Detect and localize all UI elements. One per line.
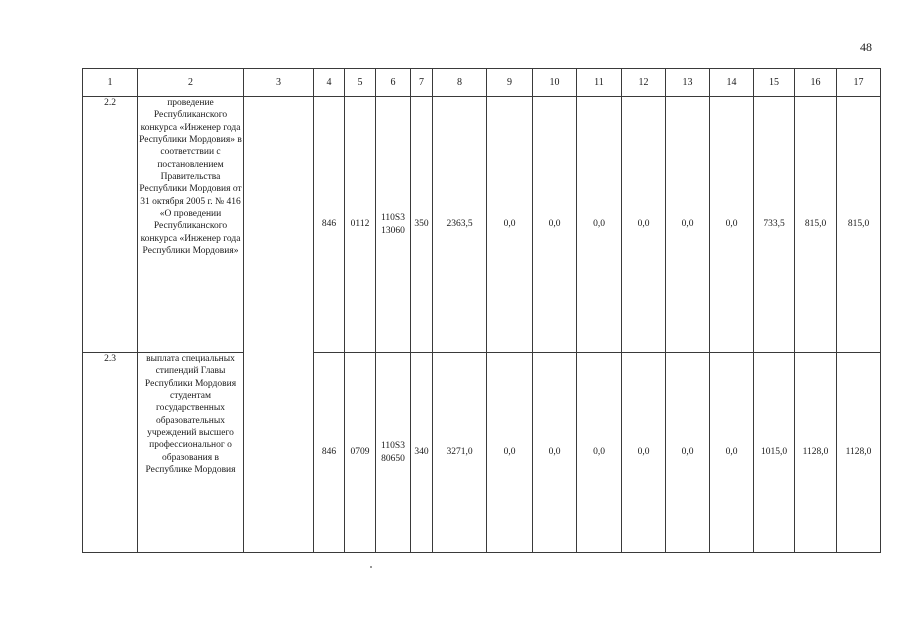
scan-speck — [370, 566, 372, 568]
header-cell: 8 — [433, 69, 487, 97]
cell-col4: 846 — [314, 353, 345, 553]
header-cell: 11 — [577, 69, 622, 97]
cell-col5: 0709 — [345, 353, 376, 553]
cell-col9: 0,0 — [487, 353, 533, 553]
cell-col14: 0,0 — [710, 97, 754, 353]
cell-col15: 1015,0 — [754, 353, 795, 553]
cell-col15: 733,5 — [754, 97, 795, 353]
cell-col17: 815,0 — [837, 97, 881, 353]
cell-col8: 2363,5 — [433, 97, 487, 353]
page-number: 48 — [860, 40, 872, 54]
cell-col11: 0,0 — [577, 353, 622, 553]
row-number: 2.2 — [83, 97, 138, 353]
header-cell: 1 — [83, 69, 138, 97]
cell-col6: 110S3 80650 — [376, 353, 411, 553]
header-cell: 7 — [411, 69, 433, 97]
row-description: проведение Республиканского конкурса «Инженер года Республики Мордовия» в соответствии с постановлением Правительства Республики Мордовия от 31 октября 2005 г. № 416 «О проведении Республиканского конкурса «Инженер года Республики Мордовия» — [138, 97, 244, 353]
header-cell: 5 — [345, 69, 376, 97]
table-header-row — [83, 69, 881, 97]
cell-col13: 0,0 — [666, 97, 710, 353]
cell-col11: 0,0 — [577, 97, 622, 353]
header-cell: 2 — [138, 69, 244, 97]
header-cell: 3 — [244, 69, 314, 97]
budget-table — [82, 68, 881, 553]
row-number: 2.3 — [83, 353, 138, 553]
row-description: выплата специальных стипендий Главы Республики Мордовия студентам государственных образовательных учреждений высшего профессиональног о образования в Республике Мордовия — [138, 353, 244, 553]
header-cell: 6 — [376, 69, 411, 97]
cell-col5: 0112 — [345, 97, 376, 353]
header-cell: 14 — [710, 69, 754, 97]
cell-col12: 0,0 — [622, 353, 666, 553]
cell-col16: 1128,0 — [795, 353, 837, 553]
header-cell: 10 — [533, 69, 577, 97]
header-cell: 13 — [666, 69, 710, 97]
column-3-cell — [244, 97, 314, 553]
cell-col10: 0,0 — [533, 353, 577, 553]
cell-col12: 0,0 — [622, 97, 666, 353]
cell-col9: 0,0 — [487, 97, 533, 353]
cell-col8: 3271,0 — [433, 353, 487, 553]
header-cell: 9 — [487, 69, 533, 97]
cell-col14: 0,0 — [710, 353, 754, 553]
header-cell: 16 — [795, 69, 837, 97]
cell-col13: 0,0 — [666, 353, 710, 553]
cell-col7: 350 — [411, 97, 433, 353]
cell-col7: 340 — [411, 353, 433, 553]
cell-col16: 815,0 — [795, 97, 837, 353]
cell-col6: 110S3 13060 — [376, 97, 411, 353]
header-cell: 12 — [622, 69, 666, 97]
table-row — [83, 353, 881, 553]
header-cell: 17 — [837, 69, 881, 97]
cell-col10: 0,0 — [533, 97, 577, 353]
table-row — [83, 97, 881, 353]
header-cell: 15 — [754, 69, 795, 97]
cell-col17: 1128,0 — [837, 353, 881, 553]
header-cell: 4 — [314, 69, 345, 97]
cell-col4: 846 — [314, 97, 345, 353]
